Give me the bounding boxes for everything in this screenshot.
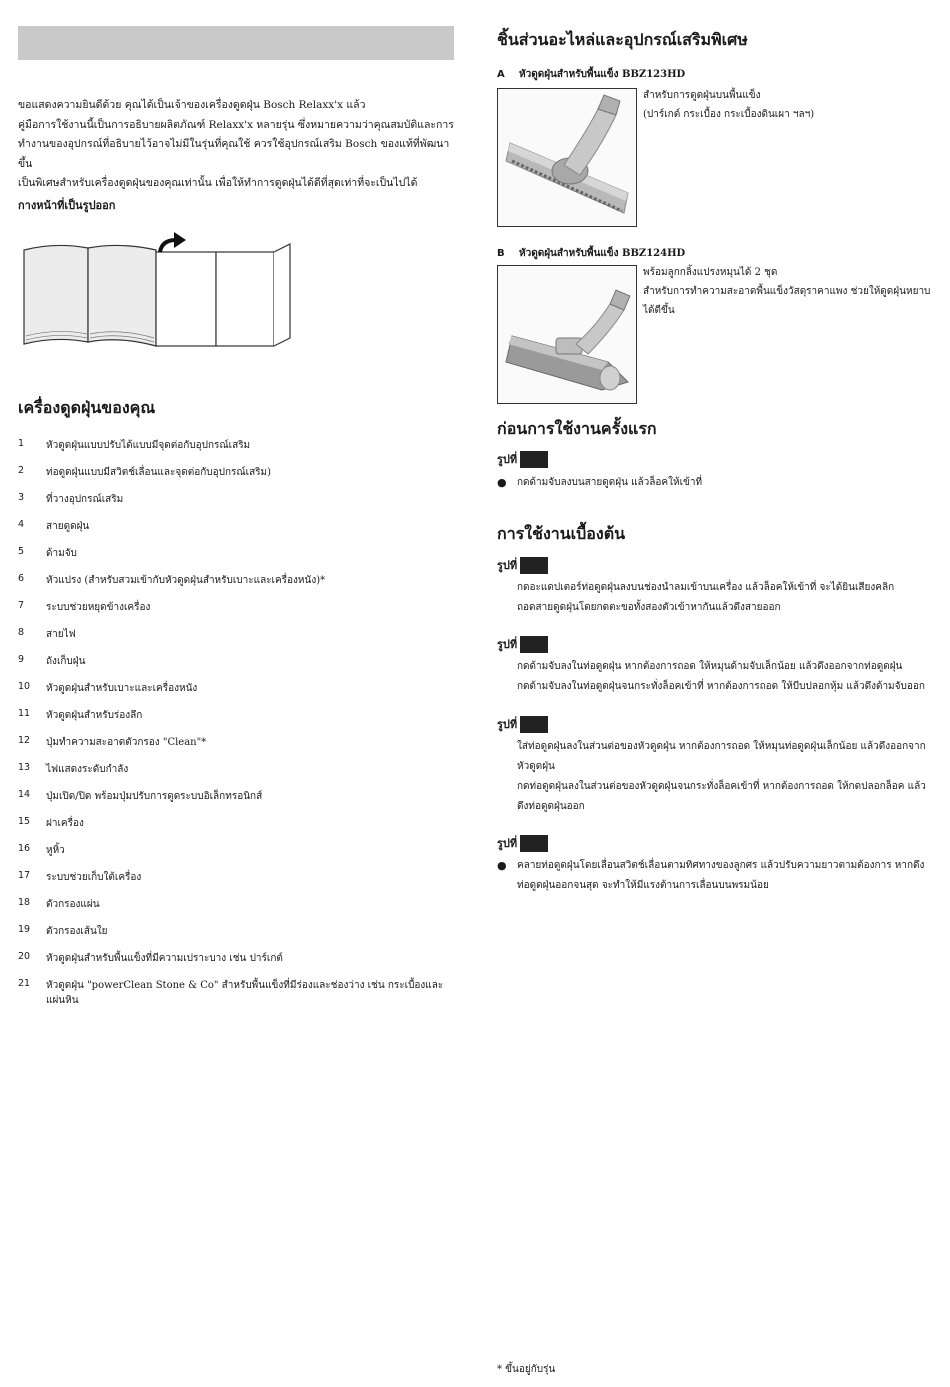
figure-number-box (520, 451, 548, 468)
figure-number-box (520, 636, 548, 653)
step-line: หัวดูดฝุ่น (517, 761, 555, 772)
item-text: ปุ่มทำความสะอาดตัวกรอง "Clean"* (46, 737, 207, 748)
list-item (18, 492, 458, 519)
list-item (18, 978, 458, 1005)
item-number: 1 (18, 438, 25, 449)
description-line: (ปาร์เกต์ กระเบื้อง กระเบื้องดินเผา ฯลฯ) (643, 109, 815, 120)
fold-heading: กางหน้าที่เป็นรูปออก (18, 199, 116, 212)
item-text: ตัวกรองแผ่น (46, 899, 100, 910)
step-instructions (517, 657, 937, 697)
figure-label: รูปที่ (497, 837, 518, 850)
accessory-b-title (497, 246, 685, 261)
item-text: หัวแปรง (สำหรับสวมเข้ากับหัวดูดฝุ่นสำหรับเบาะและเครื่องหนัง)* (46, 575, 326, 586)
list-item (18, 897, 458, 924)
description-line: ได้ดีขึ้น (643, 305, 675, 316)
list-item (18, 627, 458, 654)
accessory-b-description (643, 263, 930, 320)
parts-list (18, 438, 458, 1005)
fold-out-illustration (20, 232, 295, 352)
accessory-a-description (643, 86, 814, 124)
bullet-item (497, 856, 937, 896)
figure-label: รูปที่ (497, 718, 518, 731)
step-line: กดด้ามจับลงในท่อดูดฝุ่น หากต้องการถอด ให้หมุนด้ามจับเล็กน้อย แล้วดึงออกจากท่อดูดฝุ่น (517, 661, 903, 672)
section-heading-your-vacuum: เครื่องดูดฝุ่นของคุณ (18, 398, 156, 417)
item-text: ตัวกรองเส้นใย (46, 926, 108, 937)
accessory-b-photo (497, 265, 637, 404)
first-use-heading: ก่อนการใช้งานครั้งแรก (497, 419, 657, 438)
figure-reference (497, 715, 548, 733)
list-item (18, 708, 458, 735)
accessories-heading: ชิ้นส่วนอะไหล่และอุปกรณ์เสริมพิเศษ (497, 30, 748, 49)
accessory-letter: B (497, 248, 505, 259)
description-line: สำหรับการทำความสะอาดพื้นแข็งวัสดุราคาแพง ช่วยให้ดูดฝุ่นหยาบ (643, 286, 931, 297)
item-number: 14 (18, 789, 31, 800)
list-item (18, 816, 458, 843)
list-item (18, 870, 458, 897)
figure-reference (497, 635, 548, 653)
item-number: 20 (18, 951, 31, 962)
item-text: หูหิ้ว (46, 845, 65, 856)
item-text: หัวดูดฝุ่นสำหรับร่องลึก (46, 710, 143, 721)
intro-line: คู่มือการใช้งานนี้เป็นการอธิบายผลิตภัณฑ์ Relaxx'x หลายรุ่น ซึ่งหมายความว่าคุณสมบัติและการ (18, 118, 454, 131)
item-text: ไฟแสดงระดับกำลัง (46, 764, 129, 775)
bullet-item (497, 473, 937, 493)
item-text: ที่วางอุปกรณ์เสริม (46, 494, 124, 505)
description-line: สำหรับการดูดฝุ่นบนพื้นแข็ง (643, 90, 761, 101)
accessory-letter: A (497, 69, 505, 80)
step-instructions (517, 737, 937, 817)
figure-reference (497, 450, 548, 468)
step-line: ใส่ท่อดูดฝุ่นลงในส่วนต่อของหัวดูดฝุ่น หากต้องการถอด ให้หมุนท่อดูดฝุ่นเล็กน้อย แล้วดึงออกจาก (517, 741, 926, 752)
bullet-icon: ● (497, 476, 507, 489)
accessory-a-photo (497, 88, 637, 227)
item-number: 12 (18, 735, 31, 746)
intro-line: เป็นพิเศษสำหรับเครื่องดูดฝุ่นของคุณเท่านั้น เพื่อให้ทำการดูดฝุ่นได้ดีที่สุดเท่าที่จะเป็นไปได้ (18, 177, 418, 189)
item-number: 13 (18, 762, 31, 773)
list-item (18, 600, 458, 627)
item-number: 6 (18, 573, 25, 584)
item-text: ด้ามจับ (46, 548, 77, 559)
list-item (18, 762, 458, 789)
figure-reference (497, 556, 548, 574)
item-number: 17 (18, 870, 31, 881)
item-text: หัวดูดฝุ่น "powerClean Stone & Co" สำหรับพื้นแข็งที่มีร่องและช่องว่าง เช่น กระเบื้องและแผ่นหิน (46, 980, 444, 1006)
step-instructions (517, 578, 937, 618)
item-number: 9 (18, 654, 25, 665)
accessory-name: หัวดูดฝุ่นสำหรับพื้นแข็ง BBZ124HD (519, 248, 686, 259)
list-item (18, 654, 458, 681)
item-number: 8 (18, 627, 25, 638)
item-number: 19 (18, 924, 31, 935)
item-number: 15 (18, 816, 31, 827)
item-number: 21 (18, 978, 31, 989)
list-item (18, 789, 458, 816)
list-item (18, 465, 458, 492)
bullet-text (517, 856, 924, 896)
description-line: พร้อมลูกกลิ้งแปรงหมุนได้ 2 ชุด (643, 267, 778, 278)
figure-label: รูปที่ (497, 559, 518, 572)
item-number: 18 (18, 897, 31, 908)
item-number: 3 (18, 492, 25, 503)
bullet-icon: ● (497, 859, 507, 872)
list-item (18, 735, 458, 762)
item-number: 10 (18, 681, 31, 692)
item-text: ฝาเครื่อง (46, 818, 84, 829)
step-line: ถอดสายดูดฝุ่นโดยกดตะขอทั้งสองตัวเข้าหากันแล้วดึงสายออก (517, 602, 781, 613)
item-number: 5 (18, 546, 25, 557)
list-item (18, 951, 458, 978)
figure-reference (497, 834, 548, 852)
figure-number-box (520, 716, 548, 733)
intro-line: ทำงานของอุปกรณ์ที่อธิบายไว้อาจไม่มีในรุ่นที่คุณใช้ ควรใช้อุปกรณ์เสริม Bosch ของแท้ที่พัฒนาขึ้น (18, 138, 450, 170)
item-text: ระบบช่วยหยุดข้างเครื่อง (46, 602, 151, 613)
item-text: สายไฟ (46, 629, 76, 640)
item-text: หัวดูดฝุ่นสำหรับเบาะและเครื่องหนัง (46, 683, 198, 694)
item-number: 16 (18, 843, 31, 854)
step-line: กดอะแดปเตอร์ท่อดูดฝุ่นลงบนช่องนำลมเข้าบนเครื่อง แล้วล็อคให้เข้าที่ จะได้ยินเสียงคลิก (517, 582, 895, 593)
item-text: สายดูดฝุ่น (46, 521, 90, 532)
step-line: ดึงท่อดูดฝุ่นออก (517, 801, 585, 812)
list-item (18, 573, 458, 600)
item-text: ท่อดูดฝุ่นแบบมีสวิตช์เลื่อนและจุดต่อกับอุปกรณ์เสริม) (46, 467, 272, 478)
accessory-a-title (497, 67, 685, 82)
basic-use-heading: การใช้งานเบื้องต้น (497, 524, 626, 543)
item-text: หัวดูดฝุ่นแบบปรับได้แบบมีจุดต่อกับอุปกรณ์เสริม (46, 440, 251, 451)
bullet-line: ท่อดูดฝุ่นออกจนสุด จะทำให้มีแรงต้านการเลื่อนบนพรมน้อย (517, 880, 769, 891)
item-text: ระบบช่วยเก็บใต้เครื่อง (46, 872, 142, 883)
header-bar (18, 26, 454, 60)
item-number: 4 (18, 519, 25, 530)
bullet-text: กดด้ามจับลงบนสายดูดฝุ่น แล้วล็อคให้เข้าที่ (517, 477, 703, 488)
figure-label: รูปที่ (497, 638, 518, 651)
item-text: ปุ่มเปิด/ปิด พร้อมปุ่มปรับการดูดระบบอิเล็กทรอนิกส์ (46, 791, 263, 802)
item-text: หัวดูดฝุ่นสำหรับพื้นแข็งที่มีความเปราะบาง เช่น ปาร์เกต์ (46, 953, 283, 964)
figure-number-box (520, 835, 548, 852)
list-item (18, 843, 458, 870)
list-item (18, 546, 458, 573)
list-item (18, 519, 458, 546)
accessory-name: หัวดูดฝุ่นสำหรับพื้นแข็ง BBZ123HD (519, 69, 686, 80)
figure-label: รูปที่ (497, 453, 518, 466)
figure-number-box (520, 557, 548, 574)
item-number: 11 (18, 708, 31, 719)
step-line: กดด้ามจับลงในท่อดูดฝุ่นจนกระทั่งล็อคเข้าที่ หากต้องการถอด ให้บีบปลอกหุ้ม แล้วดึงด้ามจับออก (517, 681, 925, 692)
intro-line: ขอแสดงความยินดีด้วย คุณได้เป็นเจ้าของเครื่องดูดฝุ่น Bosch Relaxx'x แล้ว (18, 99, 366, 111)
bullet-line: คลายท่อดูดฝุ่นโดยเลื่อนสวิตช์เลื่อนตามทิศทางของลูกศร แล้วปรับความยาวตามต้องการ หากดึง (517, 860, 925, 871)
item-text: ถังเก็บฝุ่น (46, 656, 86, 667)
item-number: 7 (18, 600, 25, 611)
step-line: กดท่อดูดฝุ่นลงในส่วนต่อของหัวดูดฝุ่นจนกระทั่งล็อคเข้าที่ หากต้องการถอด ให้กดปลอกล็อค แล้ว (517, 781, 926, 792)
intro-paragraph (18, 96, 458, 194)
list-item (18, 681, 458, 708)
list-item (18, 438, 458, 465)
list-item (18, 924, 458, 951)
footnote: * ขึ้นอยู่กับรุ่น (497, 1364, 556, 1375)
item-number: 2 (18, 465, 25, 476)
